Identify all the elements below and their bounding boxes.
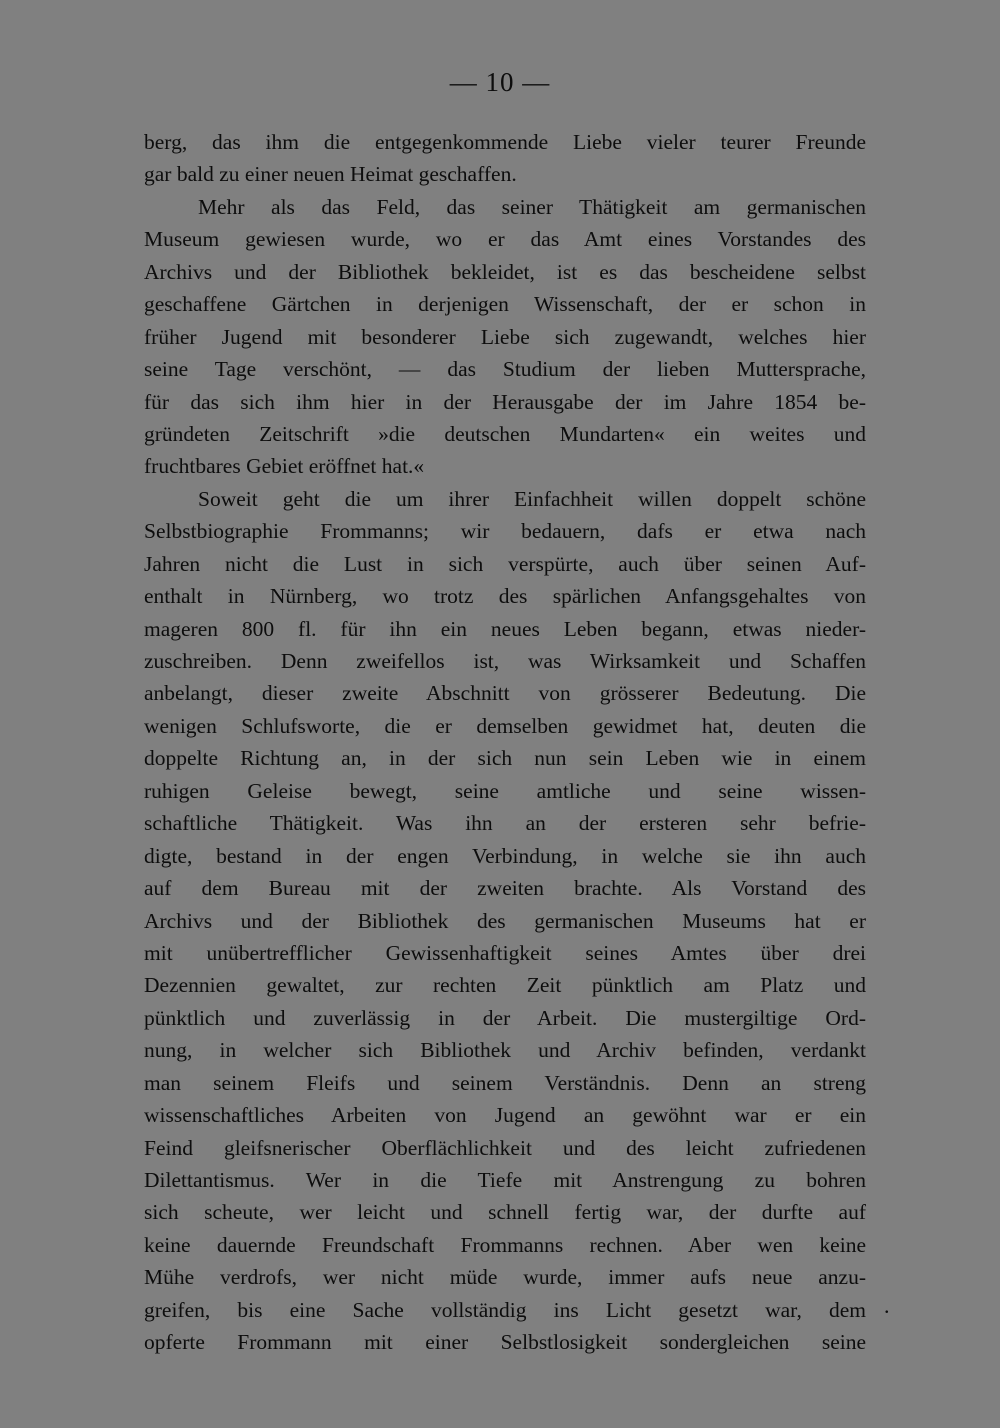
text-line: man seinem Fleifs und seinem Verständnis. Denn an streng (144, 1070, 866, 1095)
text-line: früher Jugend mit besonderer Liebe sich zugewandt, welches hier (144, 324, 866, 349)
text-line: wenigen Schlufsworte, die er demselben gewidmet hat, deuten die (144, 713, 866, 738)
text-line: enthalt in Nürnberg, wo trotz des spärlichen Anfangsgehaltes von (144, 584, 866, 609)
text-line: Archivs und der Bibliothek des germanischen Museums hat er (144, 908, 866, 933)
text-line: zuschreiben. Denn zweifellos ist, was Wirksamkeit und Schaffen (144, 649, 866, 673)
text-line: seine Tage verschönt, — das Studium der lieben Muttersprache, (144, 357, 866, 382)
text-line: ruhigen Geleise bewegt, seine amtliche und seine wissen- (144, 778, 866, 803)
text-line: fruchtbares Gebiet eröffnet hat.« (144, 454, 425, 479)
page-number: — 10 — (449, 67, 551, 97)
text-line: greifen, bis eine Sache vollständig ins Licht gesetzt war, dem (144, 1297, 866, 1322)
paragraph-start-line: Mehr als das Feld, das seiner Thätigkeit am germanischen (198, 194, 866, 219)
text-line: Feind gleifsnerischer Oberflächlichkeit und des leicht zufriedenen (144, 1135, 866, 1160)
text-line: schaftliche Thätigkeit. Was ihn an der ersteren sehr befrie- (144, 811, 866, 836)
text-line: Selbstbiographie Frommanns; wir bedauern, dafs er etwa nach (144, 519, 866, 544)
text-line: Museum gewiesen wurde, wo er das Amt eines Vorstandes des (144, 227, 866, 252)
text-line: digte, bestand in der engen Verbindung, in welche sie ihn auch (144, 843, 866, 868)
text-line: mit unübertrefflicher Gewissenhaftigkeit seines Amtes über drei (144, 940, 866, 965)
text-line: anbelangt, dieser zweite Abschnitt von grösserer Bedeutung. Die (144, 681, 866, 706)
text-line: Archivs und der Bibliothek bekleidet, ist es das bescheidene selbst (144, 259, 866, 284)
text-line: pünktlich und zuverlässig in der Arbeit. Die mustergiltige Ord- (144, 1005, 866, 1030)
text-line: keine dauernde Freundschaft Frommanns rechnen. Aber wen keine (144, 1232, 866, 1257)
text-line: Dilettantismus. Wer in die Tiefe mit Anstrengung zu bohren (144, 1168, 866, 1192)
text-line: Dezennien gewaltet, zur rechten Zeit pünktlich am Platz und (144, 973, 866, 998)
text-line: gründeten Zeitschrift »die deutschen Mundarten« ein weites und (144, 421, 866, 446)
text-line: doppelte Richtung an, in der sich nun sein Leben wie in einem (144, 746, 866, 771)
text-line: geschaffene Gärtchen in derjenigen Wissenschaft, der er schon in (144, 292, 866, 317)
text-line: auf dem Bureau mit der zweiten brachte. Als Vorstand des (144, 876, 866, 901)
text-line: wissenschaftliches Arbeiten von Jugend an gewöhnt war er ein (144, 1103, 866, 1128)
text-line: für das sich ihm hier in der Herausgabe der im Jahre 1854 be- (144, 389, 866, 414)
text-line: mageren 800 fl. für ihn ein neues Leben begann, etwas nieder- (144, 616, 866, 641)
margin-mark: . (884, 1293, 890, 1318)
paragraph-start-line: Soweit geht die um ihrer Einfachheit willen doppelt schöne (198, 486, 866, 511)
text-line: nung, in welcher sich Bibliothek und Archiv befinden, verdankt (144, 1038, 866, 1063)
text-line: Mühe verdrofs, wer nicht müde wurde, immer aufs neue anzu- (144, 1265, 866, 1290)
text-line: berg, das ihm die entgegenkommende Liebe vieler teurer Freunde (144, 130, 866, 154)
body-text (144, 126, 866, 1359)
text-line: sich scheute, wer leicht und schnell fertig war, der durfte auf (144, 1200, 866, 1225)
text-line: Jahren nicht die Lust in sich verspürte, auch über seinen Auf- (144, 551, 866, 576)
text-line: gar bald zu einer neuen Heimat geschaffen. (144, 162, 517, 187)
text-line: opferte Frommann mit einer Selbstlosigkeit sondergleichen seine (144, 1330, 866, 1355)
